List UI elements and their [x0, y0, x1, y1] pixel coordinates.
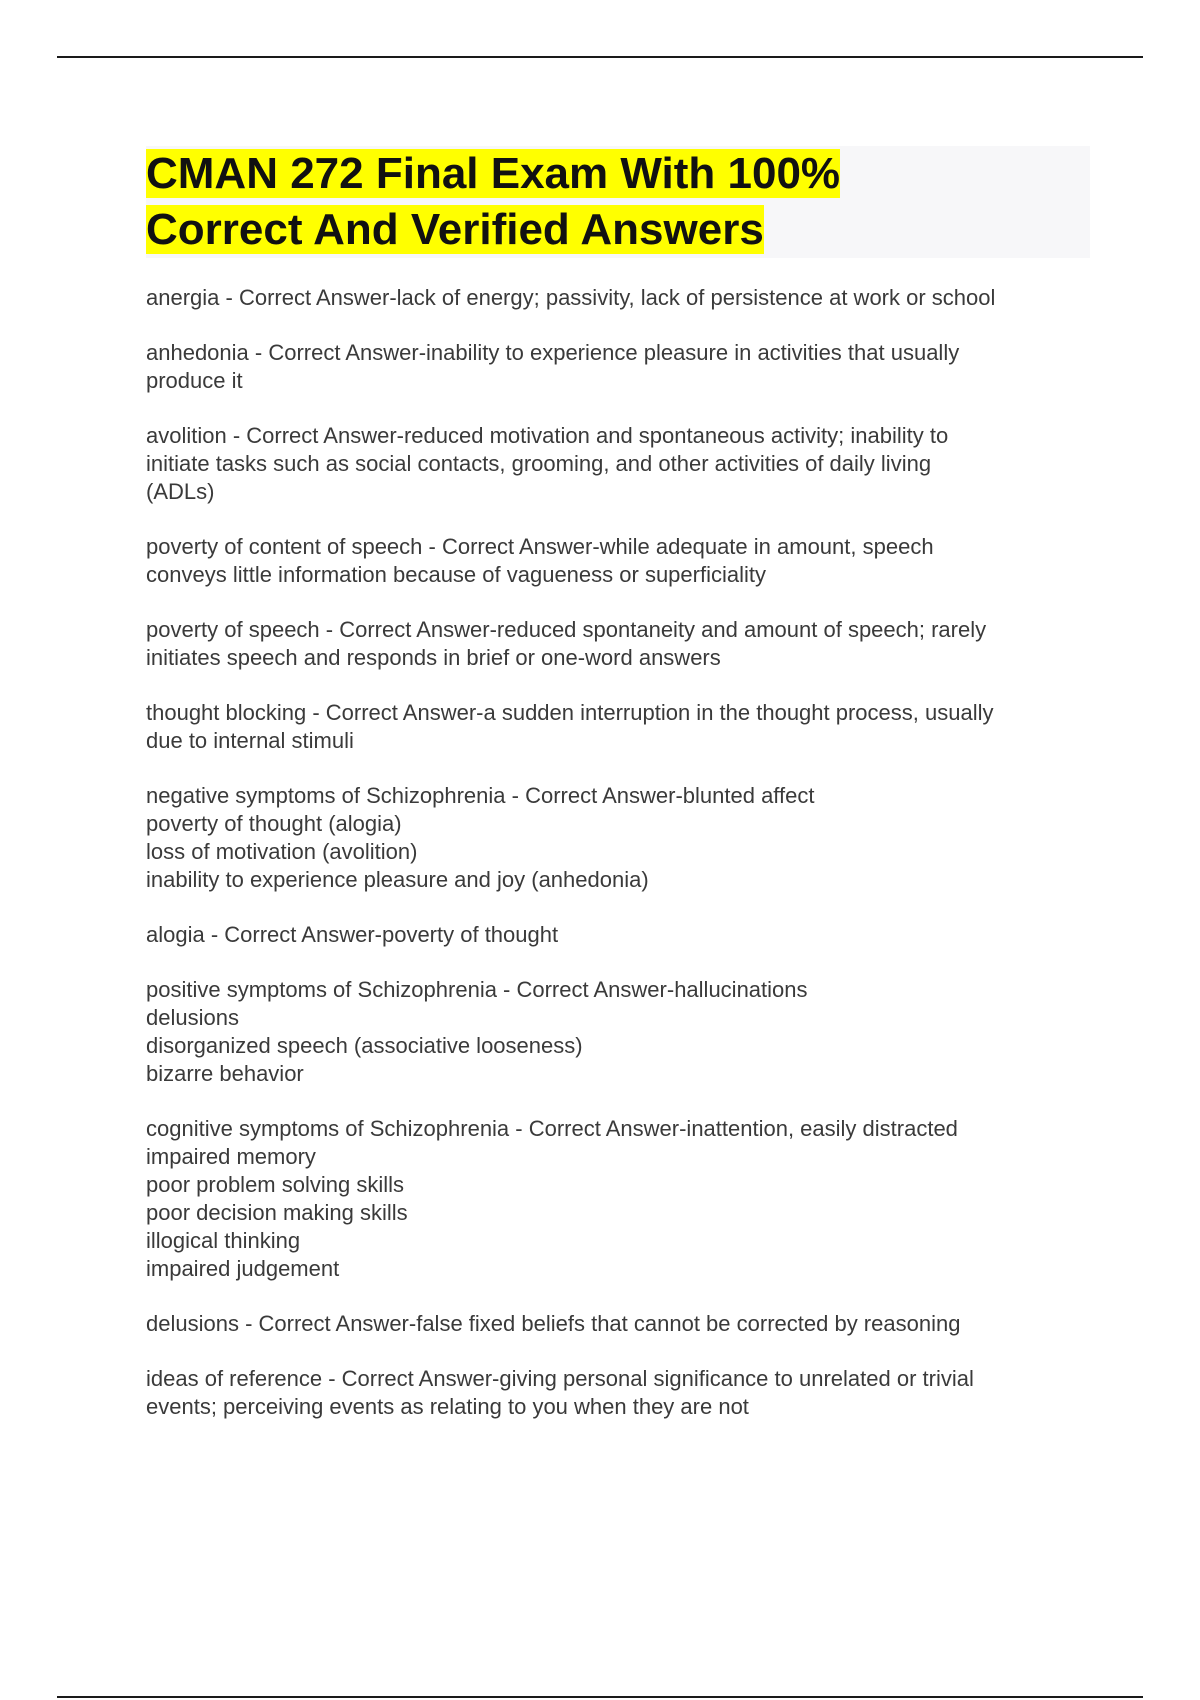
- entry-list: [146, 284, 1090, 1421]
- entry-poverty-of-speech: poverty of speech - Correct Answer-reduced spontaneity and amount of speech; rarely initiates speech and responds in brief or one-word answers: [146, 617, 987, 670]
- entry-alogia: alogia - Correct Answer-poverty of thought: [146, 922, 559, 947]
- title-line-1: CMAN 272 Final Exam With 100%: [146, 149, 841, 198]
- entry-delusions: delusions - Correct Answer-false fixed beliefs that cannot be corrected by reasoning: [146, 1311, 961, 1336]
- document-page: [146, 146, 1090, 1448]
- title-line-2: Correct And Verified Answers: [146, 205, 764, 254]
- entry-thought-blocking: thought blocking - Correct Answer-a sudden interruption in the thought process, usually due to internal stimuli: [146, 700, 994, 753]
- entry-avolition: avolition - Correct Answer-reduced motivation and spontaneous activity; inability to initiate tasks such as social contacts, grooming, and other activities of daily living (ADLs): [146, 423, 949, 504]
- footer-rule: [57, 1696, 1143, 1698]
- entry-negative-symptoms: negative symptoms of Schizophrenia - Correct Answer-blunted affect poverty of thought (alogia) loss of motivation (avolition) inability to experience pleasure and joy (anhedonia): [146, 783, 815, 892]
- document-title: [146, 146, 1090, 258]
- entry-positive-symptoms: positive symptoms of Schizophrenia - Correct Answer-hallucinations delusions disorganized speech (associative looseness) bizarre behavior: [146, 977, 808, 1086]
- header-rule: [57, 56, 1143, 58]
- entry-anergia: anergia - Correct Answer-lack of energy; passivity, lack of persistence at work or school: [146, 285, 996, 310]
- entry-cognitive-symptoms: cognitive symptoms of Schizophrenia - Correct Answer-inattention, easily distracted impaired memory poor problem solving skills poor decision making skills illogical thinking impaired judgement: [146, 1116, 958, 1281]
- entry-ideas-of-reference: ideas of reference - Correct Answer-giving personal significance to unrelated or trivial events; perceiving events as relating to you when they are not: [146, 1366, 974, 1419]
- entry-poverty-of-content-of-speech: poverty of content of speech - Correct Answer-while adequate in amount, speech conveys little information because of vagueness or superficiality: [146, 534, 934, 587]
- title-block: [146, 146, 1090, 258]
- entry-anhedonia: anhedonia - Correct Answer-inability to experience pleasure in activities that usually produce it: [146, 340, 960, 393]
